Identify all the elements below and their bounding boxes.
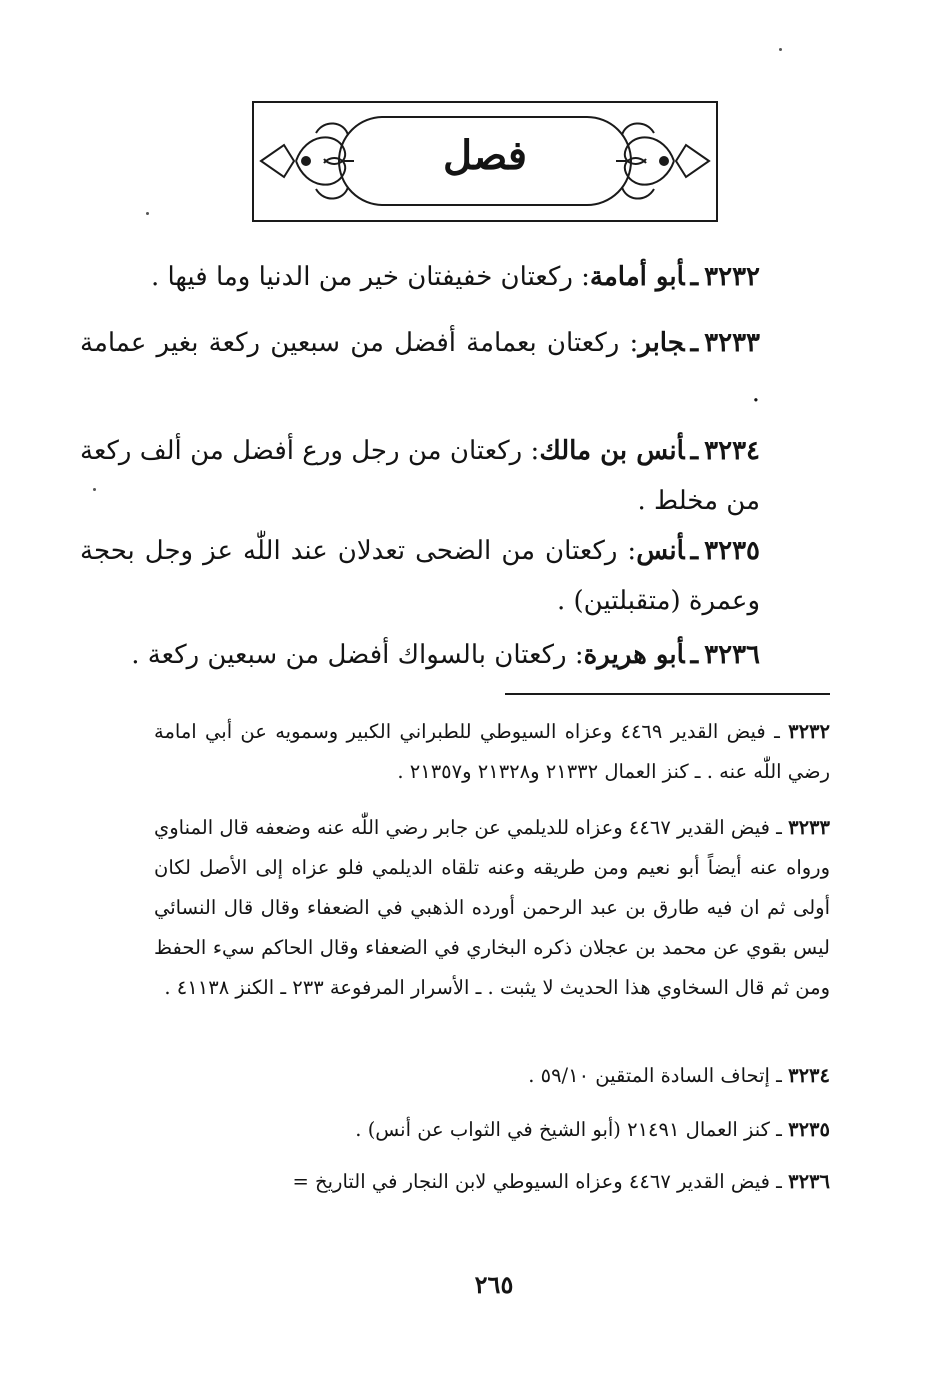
entry-number: ٣٢٣٣ <box>704 328 760 358</box>
entry-number: ٣٢٣٥ <box>704 536 760 566</box>
entry-narrator: أبو هريرة <box>583 640 685 670</box>
footnote-text: فيض القدير ٤٤٦٧ وعزاه السيوطي لابن النجار في التاريخ = <box>292 1170 770 1193</box>
entry-dash: ـ <box>690 536 699 566</box>
entry-text: ركعتان بعمامة أفضل من سبعين ركعة بغير عمامة . <box>80 328 760 408</box>
footnote-divider <box>505 693 830 695</box>
footnote-text: فيض القدير ٤٤٦٩ وعزاه السيوطي للطبراني الكبير وسمويه عن أبي امامة رضي اللّٰه عنه . ـ كنز العمال ٢١٣٣٢ و٢١٣٢٨ و٢١٣٥٧ . <box>154 720 830 783</box>
footnote-number: ٣٢٣٤ <box>788 1064 830 1087</box>
entry-dash: ـ <box>690 640 699 670</box>
footnote-text: فيض القدير ٤٤٦٧ وعزاه للديلمي عن جابر رضي اللّٰه عنه وضعفه قال المناوي ورواه عنه أيضاً أبو نعيم ومن طريقه وعنه تلقاه الديلمي فلو عزاه إلى الأصل لكان أولى ثم ان فيه طارق بن عبد الرحمن أورده الذهبي في الضعفاء وقال قال النسائي ليس بقوي عن محمد بن عجلان ذكره البخاري في الضعفاء وقال الحاكم سيء الحفظ ومن ثم قال السخاوي هذا الحديث لا يثبت . ـ الأسرار المرفوعة ٢٣٣ ـ الكنز ٤١١٣٨ . <box>154 816 830 999</box>
entry-text: ركعتان خفيفتان خير من الدنيا وما فيها . <box>150 262 573 292</box>
entry-number: ٣٢٣٤ <box>704 436 761 466</box>
footnote-number: ٣٢٣٦ <box>788 1170 830 1193</box>
entry-text: ركعتان بالسواك أفضل من سبعين ركعة . <box>131 640 567 670</box>
scan-speck <box>146 212 149 215</box>
hadith-entry: ٣٢٣٢ـأبو أمامة: ركعتان خفيفتان خير من الدنيا وما فيها . <box>150 262 760 292</box>
hadith-entry: ٣٢٣٦ـأبو هريرة: ركعتان بالسواك أفضل من سبعين ركعة . <box>131 640 760 670</box>
footnote: ٣٢٣٦ ـ فيض القدير ٤٤٦٧ وعزاه السيوطي لابن النجار في التاريخ = <box>292 1170 830 1193</box>
entry-dash: ـ <box>690 328 699 358</box>
footnote: ٣٢٣٣ ـ فيض القدير ٤٤٦٧ وعزاه للديلمي عن جابر رضي اللّٰه عنه وضعفه قال المناوي ورواه عنه أيضاً أبو نعيم ومن طريقه وعنه تلقاه الديلمي فلو عزاه إلى الأصل لكان أولى ثم ان فيه طارق بن عبد الرحمن أورده الذهبي في الضعفاء وقال قال النسائي ليس بقوي عن محمد بن عجلان ذكره البخاري في الضعفاء وقال الحاكم سيء الحفظ ومن ثم قال السخاوي هذا الحديث لا يثبت . ـ الأسرار المرفوعة ٢٣٣ ـ الكنز ٤١١٣٨ . <box>154 816 831 999</box>
entry-narrator: أبو أمامة <box>589 262 685 292</box>
hadith-entry: ٣٢٣٣ـجابر: ركعتان بعمامة أفضل من سبعين ركعة بغير عمامة . <box>80 328 760 408</box>
entry-dash: ـ <box>690 262 699 292</box>
scan-speck <box>779 48 782 51</box>
section-title: فصل <box>442 132 528 179</box>
footnote-number: ٣٢٣٢ <box>788 720 831 743</box>
footnote: ٣٢٣٤ ـ إتحاف السادة المتقين ٥٩/١٠ . <box>528 1064 830 1087</box>
entry-text: ركعتان من رجل ورع أفضل من ألف ركعة من مخلط . <box>80 436 760 516</box>
footnote-number: ٣٢٣٣ <box>788 816 831 839</box>
hadith-entry: ٣٢٣٤ـأنس بن مالك: ركعتان من رجل ورع أفضل من ألف ركعة من مخلط . <box>80 436 761 516</box>
footnote-text: إتحاف السادة المتقين ٥٩/١٠ . <box>528 1064 770 1087</box>
footnote-number: ٣٢٣٥ <box>788 1118 830 1141</box>
entry-narrator: جابر <box>638 328 685 358</box>
footnote: ٣٢٣٥ ـ كنز العمال ٢١٤٩١ (أبو الشيخ في الثواب عن أنس) . <box>355 1118 830 1141</box>
footnote-text: كنز العمال ٢١٤٩١ (أبو الشيخ في الثواب عن أنس) . <box>355 1118 770 1141</box>
entry-number: ٣٢٣٦ <box>704 640 760 670</box>
page-number: ٢٦٥ <box>474 1270 514 1299</box>
footnote: ٣٢٣٢ ـ فيض القدير ٤٤٦٩ وعزاه السيوطي للطبراني الكبير وسمويه عن أبي امامة رضي اللّٰه عنه . ـ كنز العمال ٢١٣٣٢ و٢١٣٢٨ و٢١٣٥٧ . <box>154 720 831 783</box>
scan-speck <box>93 488 96 491</box>
entry-number: ٣٢٣٢ <box>704 262 760 292</box>
entry-dash: ـ <box>690 436 699 466</box>
right-arabesque-ornament <box>616 123 709 198</box>
left-arabesque-ornament <box>261 123 354 198</box>
entry-narrator: أنس <box>636 536 685 566</box>
entry-narrator: أنس بن مالك <box>539 436 685 466</box>
hadith-entry: ٣٢٣٥ـأنس: ركعتان من الضحى تعدلان عند اللّٰه عز وجل بحجة وعمرة (متقبلتين) . <box>80 536 760 616</box>
entry-text: ركعتان من الضحى تعدلان عند اللّٰه عز وجل بحجة وعمرة (متقبلتين) . <box>80 536 760 616</box>
